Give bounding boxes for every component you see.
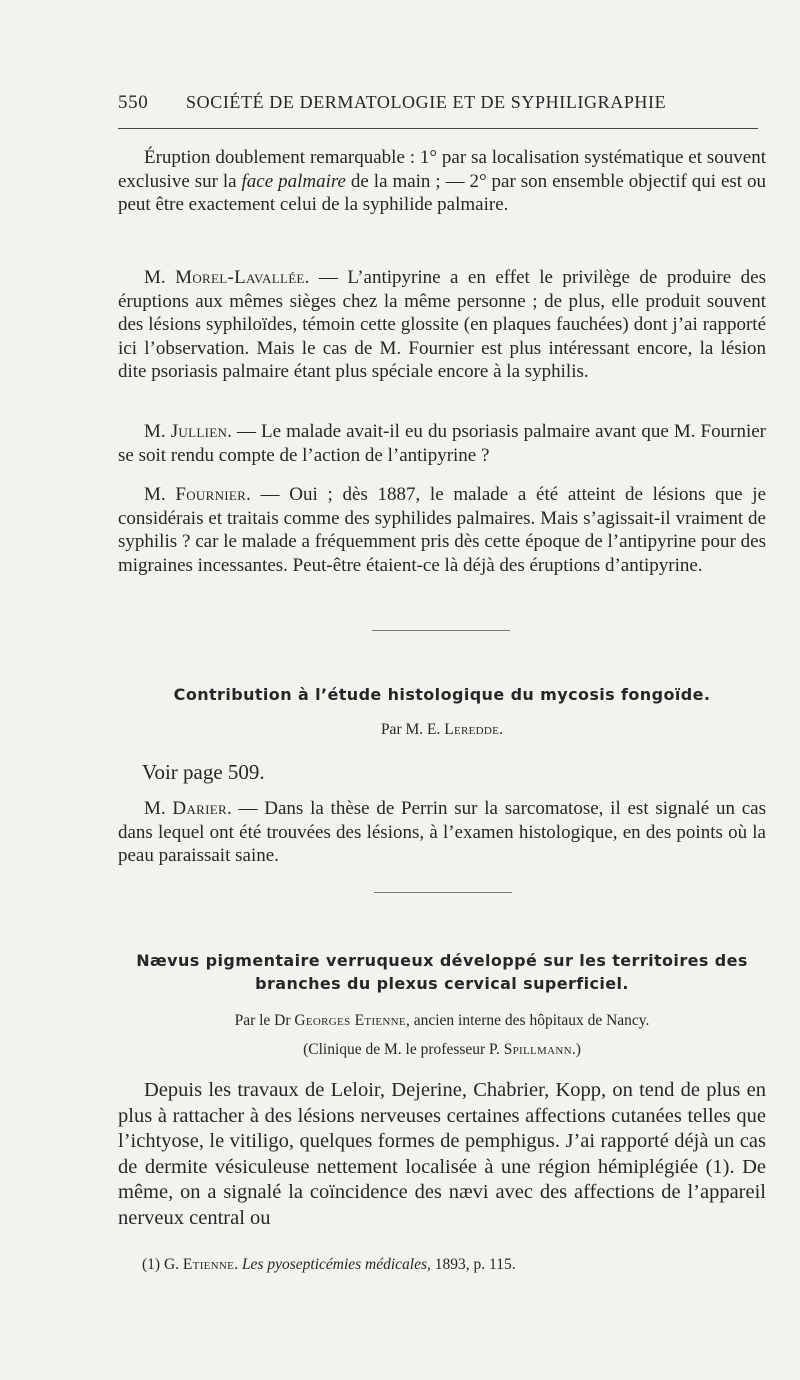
footnote [142, 1255, 516, 1275]
paragraph-fournier [118, 483, 766, 577]
byline-prefix: Par le Dr [234, 1012, 295, 1029]
byline-etienne [118, 1011, 766, 1031]
article-title-mycosis: Contribution à l’étude histologique du mycosis fongoïde. [173, 685, 711, 704]
paragraph-text: de la main ; — 2° par son ensemble objectif qui est ou peut être exactement celui de la syphilide palmaire. [118, 170, 766, 215]
emphasis-text: face palmaire [241, 170, 346, 192]
paragraph-jullien [118, 420, 766, 467]
byline-suffix: , ancien interne des hôpitaux de Nancy. [405, 1012, 650, 1029]
speaker-prefix: M. [144, 798, 173, 819]
page-number: 550 [118, 92, 149, 113]
paragraph-text: Éruption doublement remarquable : 1° par sa localisation systématique et souvent exclusive sur la [118, 147, 766, 192]
paragraph-text: . — L’antipyrine a en effet le privilège de produire des éruptions aux mêmes sièges chez la même personne ; de plus, elle produit souvent des lésions syphiloïdes, témoin cette glossite (en plaques fauchées) dont j’ai rapporté ici l’observation. Mais le cas de M. Fournier est plus intéressant encore, la lésion dite psoriasis palmaire étant plus spéciale encore à la syphilis. [118, 267, 766, 382]
page-header [118, 92, 758, 116]
footnote-author: Etienne [182, 1256, 235, 1273]
speaker-name: Morel-Lavallée [175, 267, 305, 288]
author-name: Georges Etienne [294, 1012, 406, 1029]
paragraph-darier [118, 797, 766, 868]
section-separator [374, 892, 512, 893]
footnote-citation: , 1893, p. 115. [427, 1256, 516, 1273]
clinique-line [118, 1040, 766, 1060]
footnote-number: (1) G. [142, 1256, 183, 1273]
page-reference: Voir page 509. [142, 760, 265, 784]
header-rule [118, 128, 758, 129]
speaker-name: Jullien [170, 421, 228, 442]
running-title: SOCIÉTÉ DE DERMATOLOGIE ET DE SYPHILIGRAPHIE [186, 92, 667, 112]
byline-prefix: Par M. E. [380, 721, 445, 738]
article-body: Depuis les travaux de Leloir, Dejerine, Chabrier, Kopp, on tend de plus en plus à rattacher à des lésions nerveuses certaines affections cutanées telles que l’ichtyose, le vitiligo, quelques formes de pemphigus. J’ai rapporté déjà un cas de dermite vésiculeuse nettement localisée à une région hémiplégiée (1). De même, on a signalé la coïncidence des nævi avec des affections de l’appareil nerveux central ou [118, 1079, 766, 1229]
footnote-work-title: Les pyosepticémies médicales [241, 1256, 428, 1273]
speaker-name: Darier [172, 798, 227, 819]
section-separator [372, 630, 510, 631]
professor-name: Spillmann [503, 1041, 572, 1058]
byline-suffix: . [499, 721, 504, 738]
clinique-suffix: .) [571, 1041, 581, 1058]
speaker-name: Fournier [175, 484, 247, 505]
author-name: Leredde [444, 721, 500, 738]
paragraph-text: . — Dans la thèse de Perrin sur la sarcomatose, il est signalé un cas dans lequel ont été trouvées des lésions, à l’examen histologique, en des points où la peau paraissait saine. [118, 798, 766, 866]
paragraph-eruption [118, 146, 766, 217]
paragraph-text: . — Oui ; dès 1887, le malade a été atteint de lésions que je considérais et traitais comme des syphilides palmaires. Mais s’agissait-il vraiment de syphilis ? car le malade a fréquemment pris dès cette époque de l’antipyrine pour des migraines incessantes. Peut-être étaient-ce là déjà des éruptions d’antipyrine. [118, 484, 767, 576]
paragraph-text: . — Le malade avait-il eu du psoriasis palmaire avant que M. Fournier se soit rendu compte de l’action de l’antipyrine ? [118, 421, 766, 466]
clinique-prefix: (Clinique de M. le professeur P. [303, 1041, 504, 1058]
footnote-separator: . [234, 1256, 242, 1273]
byline-leredde [118, 720, 766, 740]
article-title-naevus: Nævus pigmentaire verruqueux développé sur les territoires des branches du plexus cervical superficiel. [136, 951, 748, 993]
speaker-prefix: M. [144, 267, 176, 288]
paragraph-morel-lavallee [118, 266, 766, 384]
speaker-prefix: M. [144, 484, 176, 505]
speaker-prefix: M. [144, 421, 171, 442]
